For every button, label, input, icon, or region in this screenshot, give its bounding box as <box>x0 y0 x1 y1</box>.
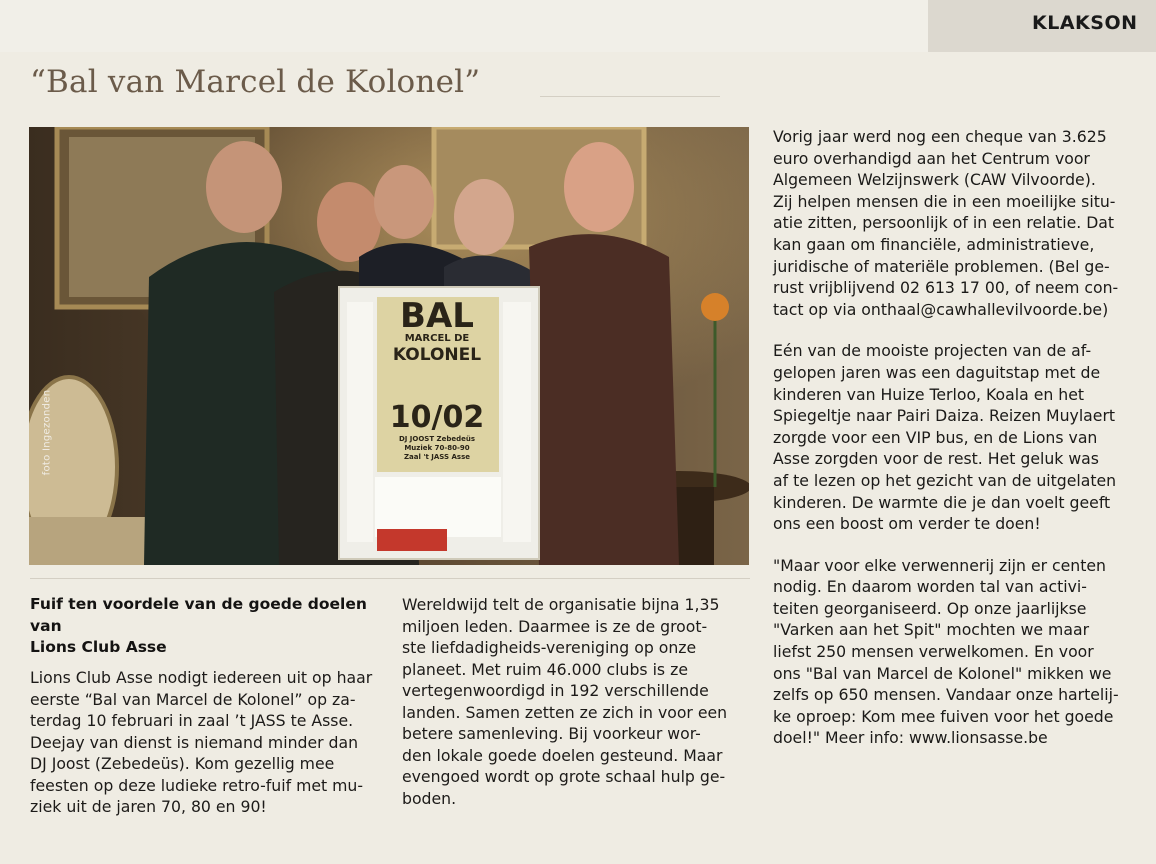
section-label: KLAKSON <box>1032 12 1138 34</box>
body-column-1: Lions Club Asse nodigt iedereen uit op haar eerste “Bal van Marcel de Kolonel” op za- terdag 10 februari in zaal ’t JASS te Asse. Deejay van dienst is niemand minder dan DJ Joost (Zebedeüs). Kom gezellig mee feesten op deze ludieke retro-fuif met mu- ziek uit de jaren 70, 80 en 90! <box>30 668 373 816</box>
poster-text <box>375 296 499 462</box>
photo-credit: foto Ingezonden <box>41 389 53 476</box>
poster-date: 10/02 <box>389 400 485 435</box>
bleed-through-line <box>30 578 750 579</box>
article-subheading: Fuif ten voordele van de goede doelen van Lions Club Asse <box>30 595 367 656</box>
paragraph: Vorig jaar werd nog een cheque van 3.625 euro overhandigd aan het Centrum voor Algemeen Welzijnswerk (CAW Vilvoorde). Zij helpen mensen die in een moeilijke situ- atie zitten, persoonlijk of in een relatie. Dat kan gaan om financiële, administratieve, juridische of materiële problemen. (Bel ge- rust vrijblijvend 02 613 17 00, of neem con- tact op via onthaal@cawhallevilvoorde.be) <box>773 127 1119 319</box>
poster-dj: DJ JOOST Zebedeüs <box>398 435 476 443</box>
poster-venue: Zaal 't JASS Asse <box>403 453 470 461</box>
poster-line1: BAL <box>400 296 474 336</box>
bleed-through-line <box>540 96 720 97</box>
poster-line3: KOLONEL <box>392 345 482 365</box>
article-photo <box>29 127 749 565</box>
body-column-3 <box>773 126 1125 769</box>
paragraph: "Maar voor elke verwennerij zijn er centen nodig. En daarom worden tal van activi- teiten georganiseerd. Op onze jaarlijkse "Varken aan het Spit" mochten we maar liefst 250 mensen verwelkomen. En voor ons "Bal van Marcel de Kolonel" mikken we zelfs op 650 mensen. Vandaar onze hartelij- ke oproep: Kom mee fuiven voor het goede doel!" Meer info: www.lionsasse.be <box>773 555 1119 748</box>
poster-music: Muziek 70-80-90 <box>404 444 470 452</box>
poster-line2: MARCEL DE <box>404 333 470 344</box>
paragraph: Eén van de mooiste projecten van de af- gelopen jaren was een daguitstap met de kinderen van Huize Terloo, Koala en het Spiegeltje naar Pairi Daiza. Reizen Muylaert zorgde voor een VIP bus, en de Lions van Asse zorgden voor de rest. Het geluk was af te lezen op het gezicht van de uitgelaten kinderen. De warmte die je dan voelt geeft ons een boost om verder te doen! <box>773 341 1117 534</box>
body-column-2: Wereldwijd telt de organisatie bijna 1,35 miljoen leden. Daarmee is ze de groot- ste liefdadigheids-vereniging op onze planeet. Met ruim 46.000 clubs is ze vertegenwoordigd in 192 verschillende landen. Samen zetten ze zich in voor een betere samenleving. Bij voorkeur wor- den lokale goede doelen gesteund. Maar evengoed wordt op grote schaal hulp ge- boden. <box>402 595 728 808</box>
section-tab <box>928 0 1156 52</box>
article-headline: “Bal van Marcel de Kolonel” <box>30 64 481 100</box>
